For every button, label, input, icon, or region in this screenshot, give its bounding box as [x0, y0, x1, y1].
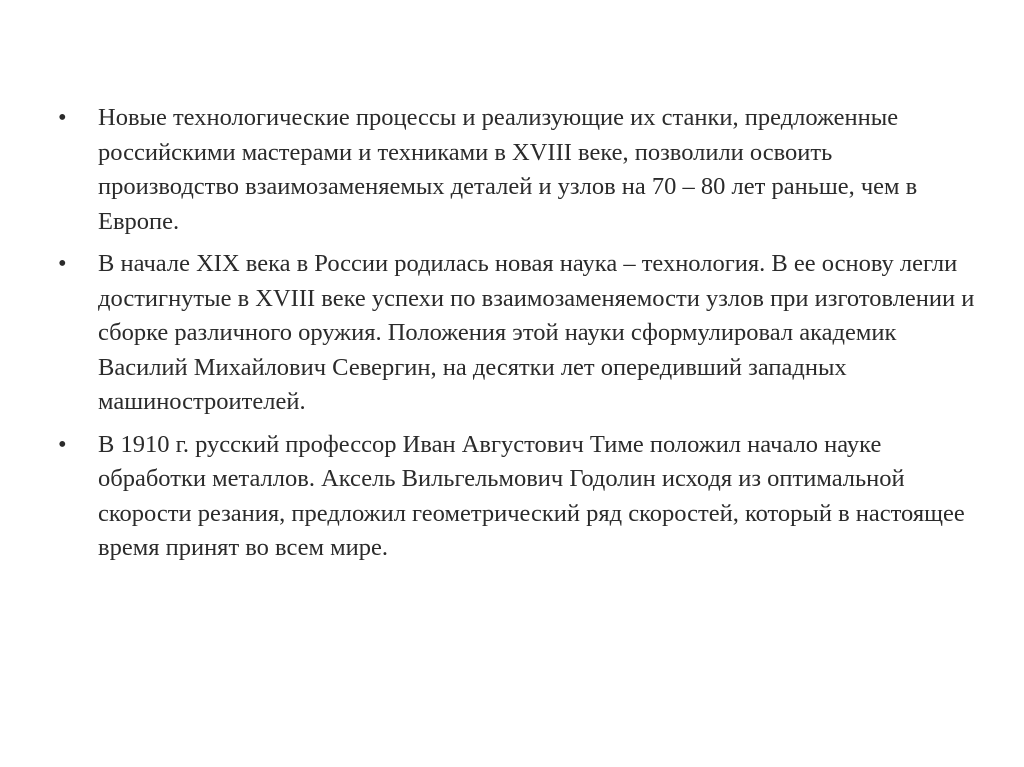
bullet-item-2 [58, 247, 978, 420]
bullet-dot-icon: • [58, 250, 67, 277]
bullet-dot-icon: • [58, 430, 67, 458]
bullet-dot-icon: • [58, 104, 67, 131]
bullet-list [58, 101, 978, 574]
bullet-text: В начале XIX века в России родилась новая наука – технология. В ее основу легли достигнутые в XVIII веке успехи по взаимозаменяемости узлов при изготовлении и сборке различного оружия. Положения этой науки сформулировал академик Василий Михайлович Севергин, на десятки лет опередивший западных машиностроителей. [98, 250, 975, 415]
bullet-item-3 [58, 428, 978, 566]
bullet-item-1 [58, 101, 978, 239]
bullet-text: В 1910 г. русский профессор Иван Августович Тиме положил начало науке обработки металлов. Аксель Вильгельмович Годолин исходя из оптимальной скорости резания, предложил геометрический ряд скоростей, который в настоящее время принят во всем мире. [98, 430, 965, 561]
bullet-text: Новые технологические процессы и реализующие их станки, предложенные российскими мастерами и техниками в XVIII веке, позволили освоить производство взаимозаменяемых деталей и узлов на 70 – 80 лет раньше, чем в Европе. [98, 104, 918, 235]
